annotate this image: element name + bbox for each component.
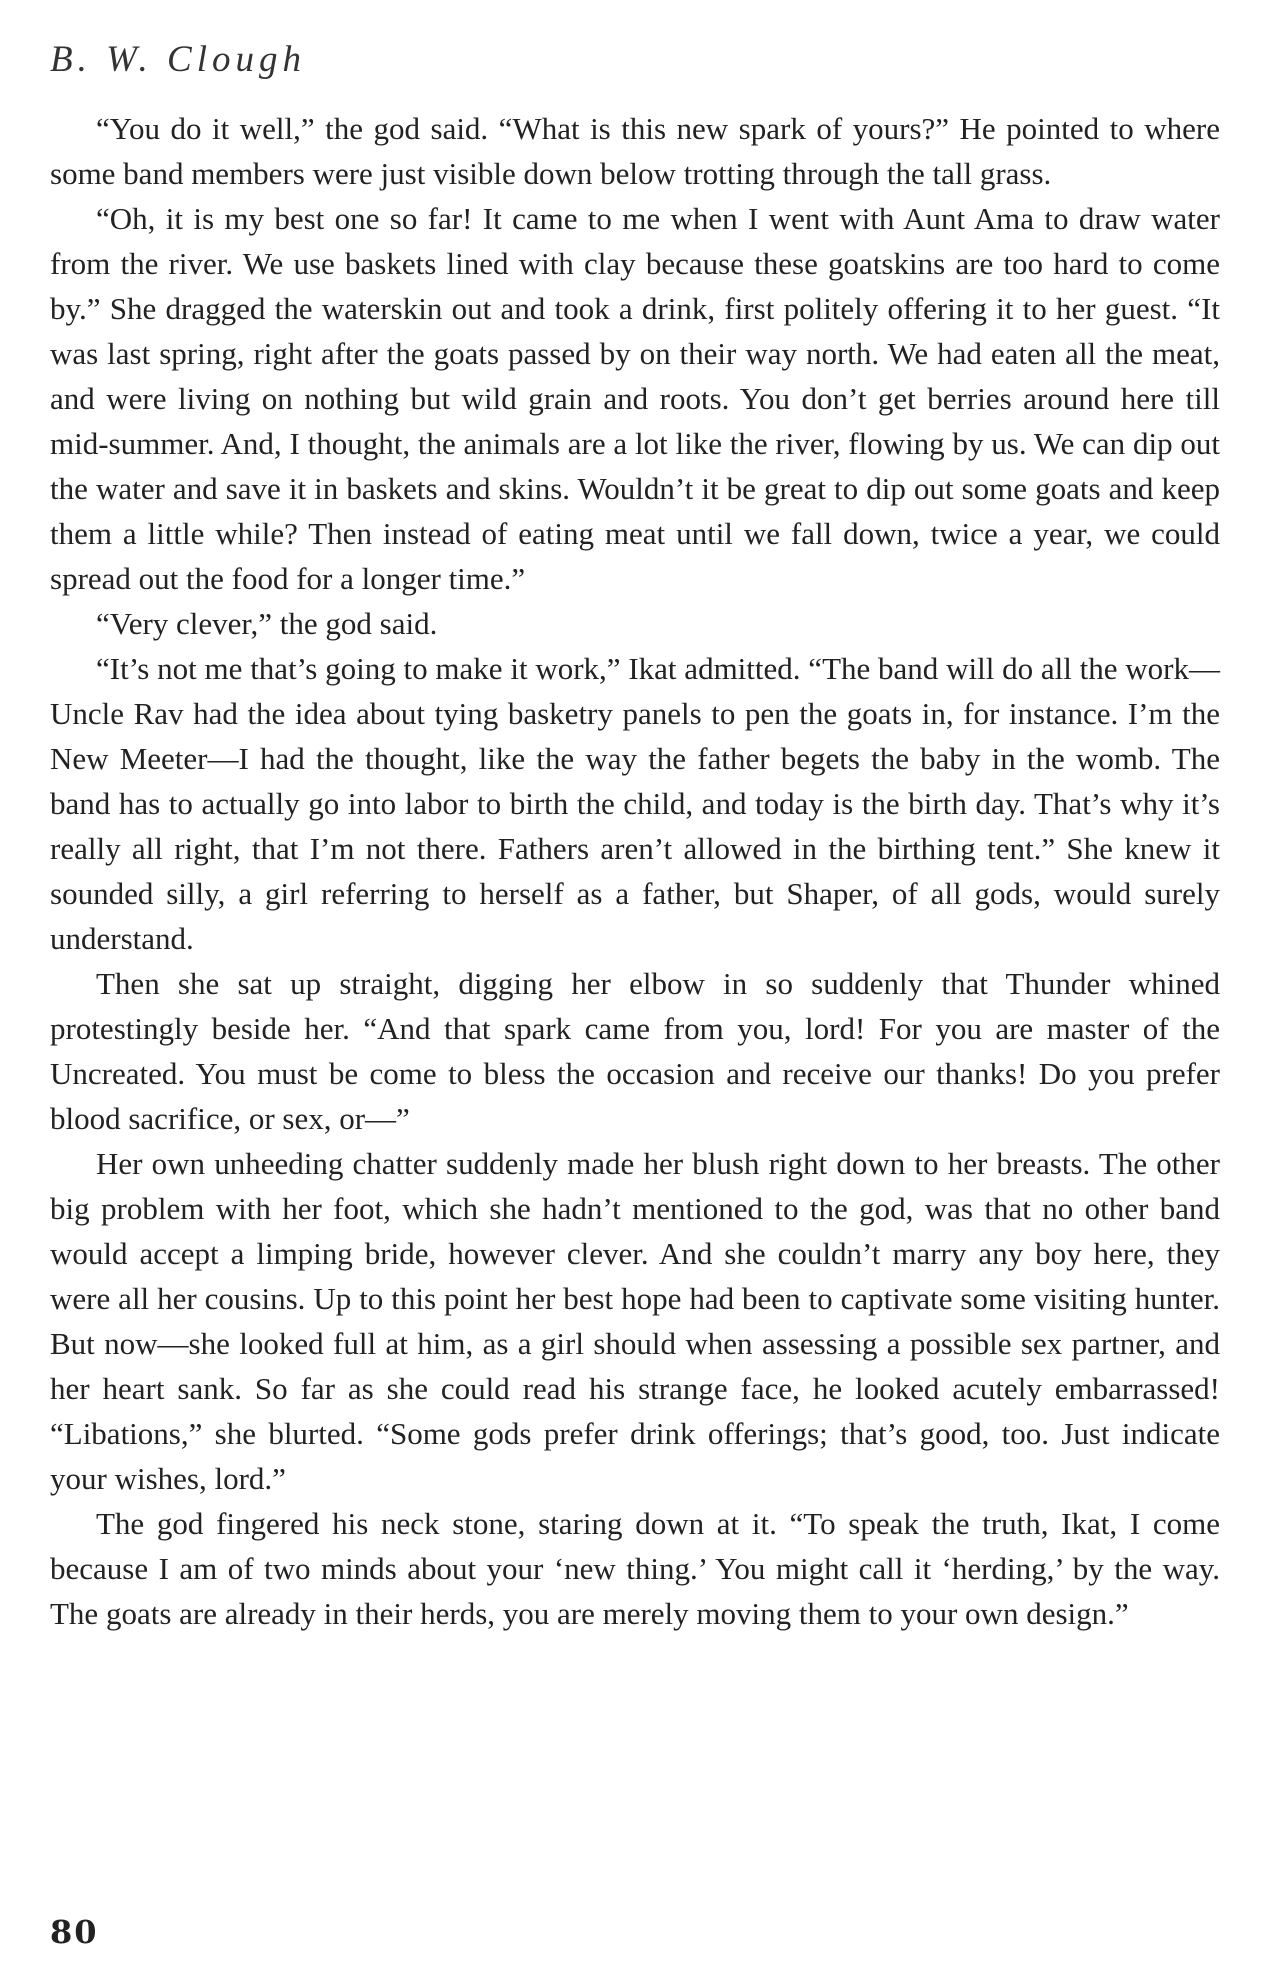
paragraph: “You do it well,” the god said. “What is this new spark of yours?” He pointed to where some band members were just visible down below trotting through the tall grass. [50, 111, 1220, 191]
page-number: 80 [50, 1913, 99, 1951]
paragraph: “It’s not me that’s going to make it work,” Ikat admitted. “The band will do all the work—Uncle Rav had the idea about tying basketry panels to pen the goats in, for instance. I’m the New Meeter—I had the thought, like the way the father begets the baby in the womb. The band has to actually go into labor to birth the child, and today is the birth day. That’s why it’s really all right, that I’m not there. Fathers aren’t allowed in the birthing tent.” She knew it sounded silly, a girl referring to herself as a father, but Shaper, of all gods, would surely understand. [50, 651, 1220, 956]
running-head-author: B. W. Clough [50, 39, 306, 80]
paragraph: “Oh, it is my best one so far! It came to me when I went with Aunt Ama to draw water from the river. We use baskets lined with clay because these goatskins are too hard to come by.” She dragged the waterskin out and took a drink, first politely offering it to her guest. “It was last spring, right after the goats passed by on their way north. We had eaten all the meat, and were living on nothing but wild grain and roots. You don’t get berries around here till mid-summer. And, I thought, the animals are a lot like the river, flowing by us. We can dip out the water and save it in baskets and skins. Wouldn’t it be great to dip out some goats and keep them a little while? Then instead of eating meat until we fall down, twice a year, we could spread out the food for a longer time.” [50, 201, 1220, 596]
paragraph: The god fingered his neck stone, staring down at it. “To speak the truth, Ikat, I come because I am of two minds about your ‘new thing.’ You might call it ‘herding,’ by the way. The goats are already in their herds, you are merely moving them to your own design.” [50, 1506, 1220, 1631]
paragraph: Her own unheeding chatter suddenly made her blush right down to her breasts. The other big problem with her foot, which she hadn’t mentioned to the god, was that no other band would accept a limping bride, however clever. And she couldn’t marry any boy here, they were all her cousins. Up to this point her best hope had been to captivate some visiting hunter. But now—she looked full at him, as a girl should when assessing a possible sex partner, and her heart sank. So far as she could read his strange face, he looked acutely embarrassed! “Libations,” she blurted. “Some gods prefer drink offerings; that’s good, too. Just indicate your wishes, lord.” [50, 1146, 1220, 1496]
body-text [50, 106, 1220, 1636]
paragraph: “Very clever,” the god said. [96, 606, 438, 641]
paragraph: Then she sat up straight, digging her elbow in so suddenly that Thunder whined protestingly beside her. “And that spark came from you, lord! For you are master of the Uncreated. You must be come to bless the occasion and receive our thanks! Do you prefer blood sacrifice, or sex, or—” [50, 966, 1220, 1136]
